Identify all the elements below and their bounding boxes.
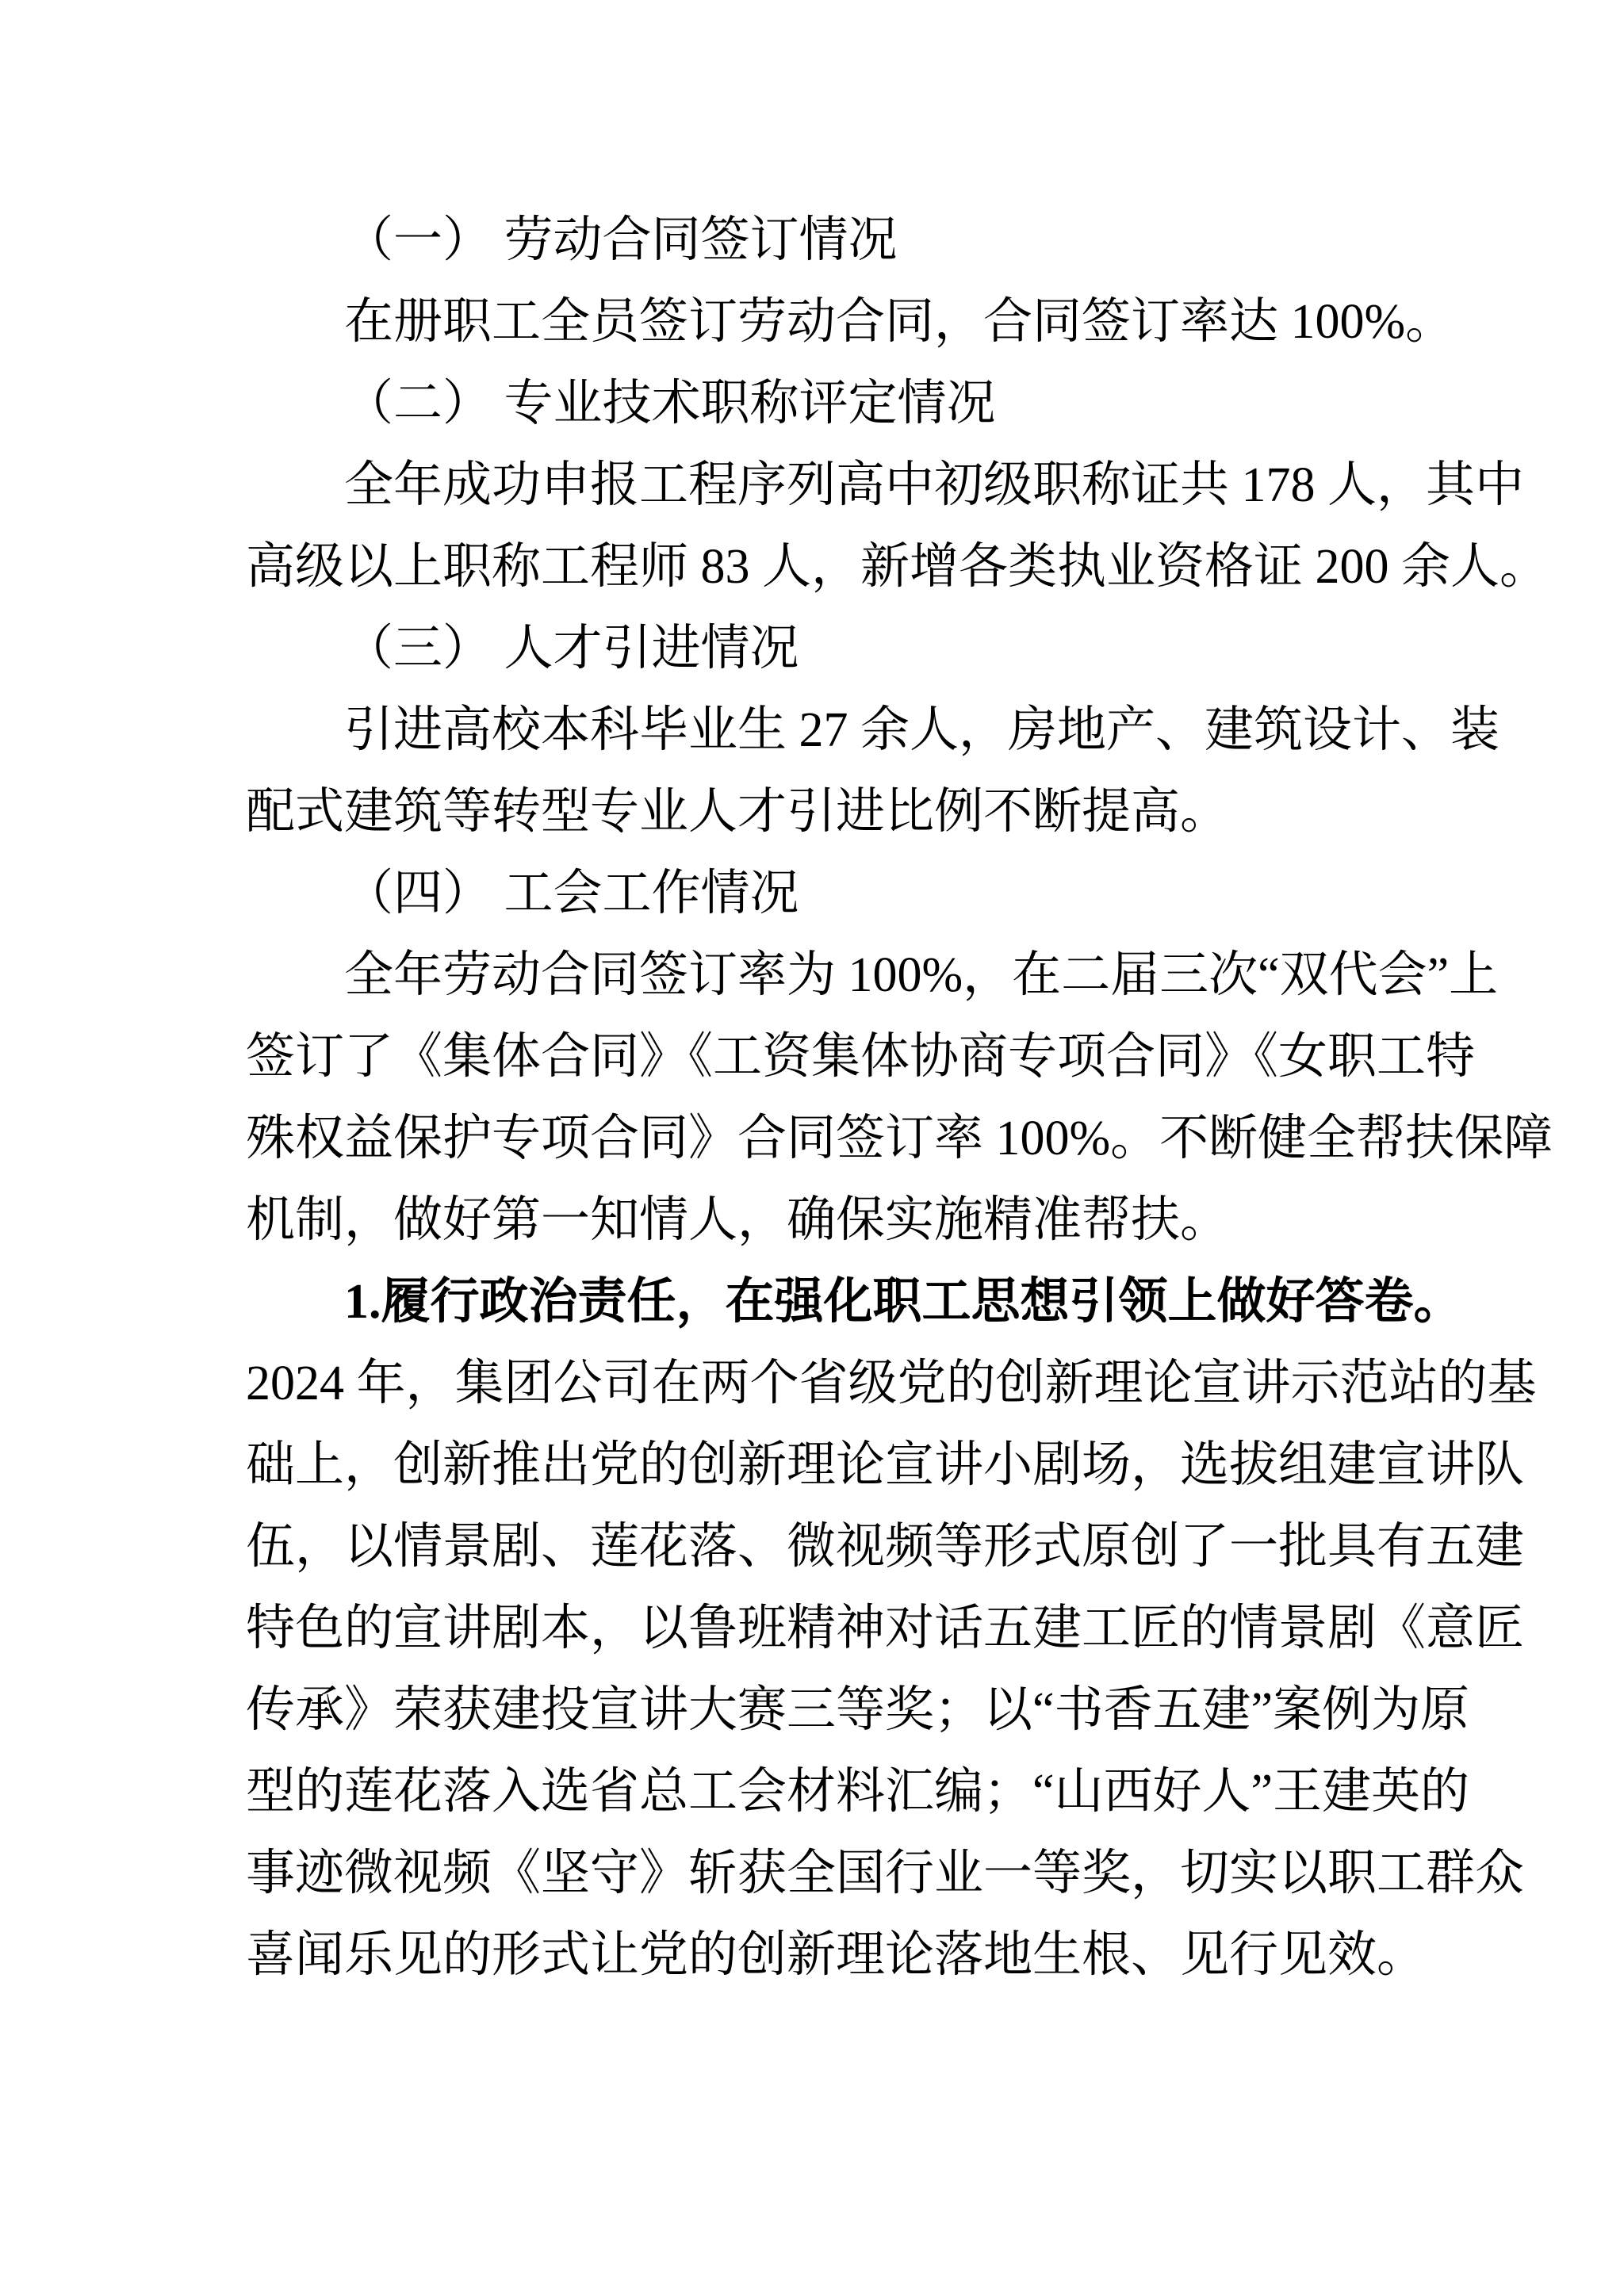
- paragraph-line: 特色的宣讲剧本，以鲁班精神对话五建工匠的情景剧《意匠: [246, 1601, 1525, 1655]
- document-body: [246, 200, 1553, 1996]
- paragraph-line: 签订了《集体合同》《工资集体协商专项合同》《女职工特: [246, 1030, 1476, 1084]
- paragraph-line: 伍，以情景剧、莲花落、微视频等形式原创了一批具有五建: [246, 1520, 1525, 1574]
- paragraph-line: 殊权益保护专项合同》合同签订率 100%。不断健全帮扶保障: [246, 1112, 1553, 1165]
- paragraph-line: 全年成功申报工程序列高中初级职称证共 178 人，其中: [344, 458, 1525, 512]
- section-heading-2: （二） 专业技术职称评定情况: [344, 377, 996, 430]
- paragraph-line: 机制，做好第一知情人，确保实施精准帮扶。: [246, 1193, 1230, 1247]
- paragraph-line: 高级以上职称工程师 83 人，新增各类执业资格证 200 余人。: [246, 540, 1549, 594]
- paragraph-line: 传承》荣获建投宣讲大赛三等奖；以“书香五建”案例为原: [246, 1683, 1470, 1737]
- paragraph-line: 事迹微视频《坚守》斩获全国行业一等奖，切实以职工群众: [246, 1846, 1525, 1900]
- section-heading-3: （三） 人才引进情况: [344, 622, 799, 675]
- paragraph-line: 全年劳动合同签订率为 100%，在二届三次“双代会”上: [344, 948, 1499, 1002]
- section-heading-1: （一） 劳动合同签订情况: [344, 213, 898, 267]
- paragraph-line: 在册职工全员签订劳动合同，合同签订率达 100%。: [344, 295, 1455, 349]
- section-heading-4: （四） 工会工作情况: [344, 867, 799, 920]
- paragraph-line: 础上，创新推出党的创新理论宣讲小剧场，选拔组建宣讲队: [246, 1438, 1525, 1492]
- bold-lead-sentence: 1.履行政治责任，在强化职工思想引领上做好答卷。: [344, 1275, 1463, 1329]
- paragraph-line: 配式建筑等转型专业人才引进比例不断提高。: [246, 785, 1230, 839]
- paragraph-line: 喜闻乐见的形式让党的创新理论落地生根、见行见效。: [246, 1928, 1427, 1982]
- paragraph-line: 型的莲花落入选省总工会材料汇编；“山西好人”王建英的: [246, 1765, 1470, 1819]
- paragraph-line: 引进高校本科毕业生 27 余人，房地产、建筑设计、装: [344, 703, 1500, 757]
- paragraph-line: 2024 年，集团公司在两个省级党的创新理论宣讲示范站的基: [246, 1357, 1537, 1410]
